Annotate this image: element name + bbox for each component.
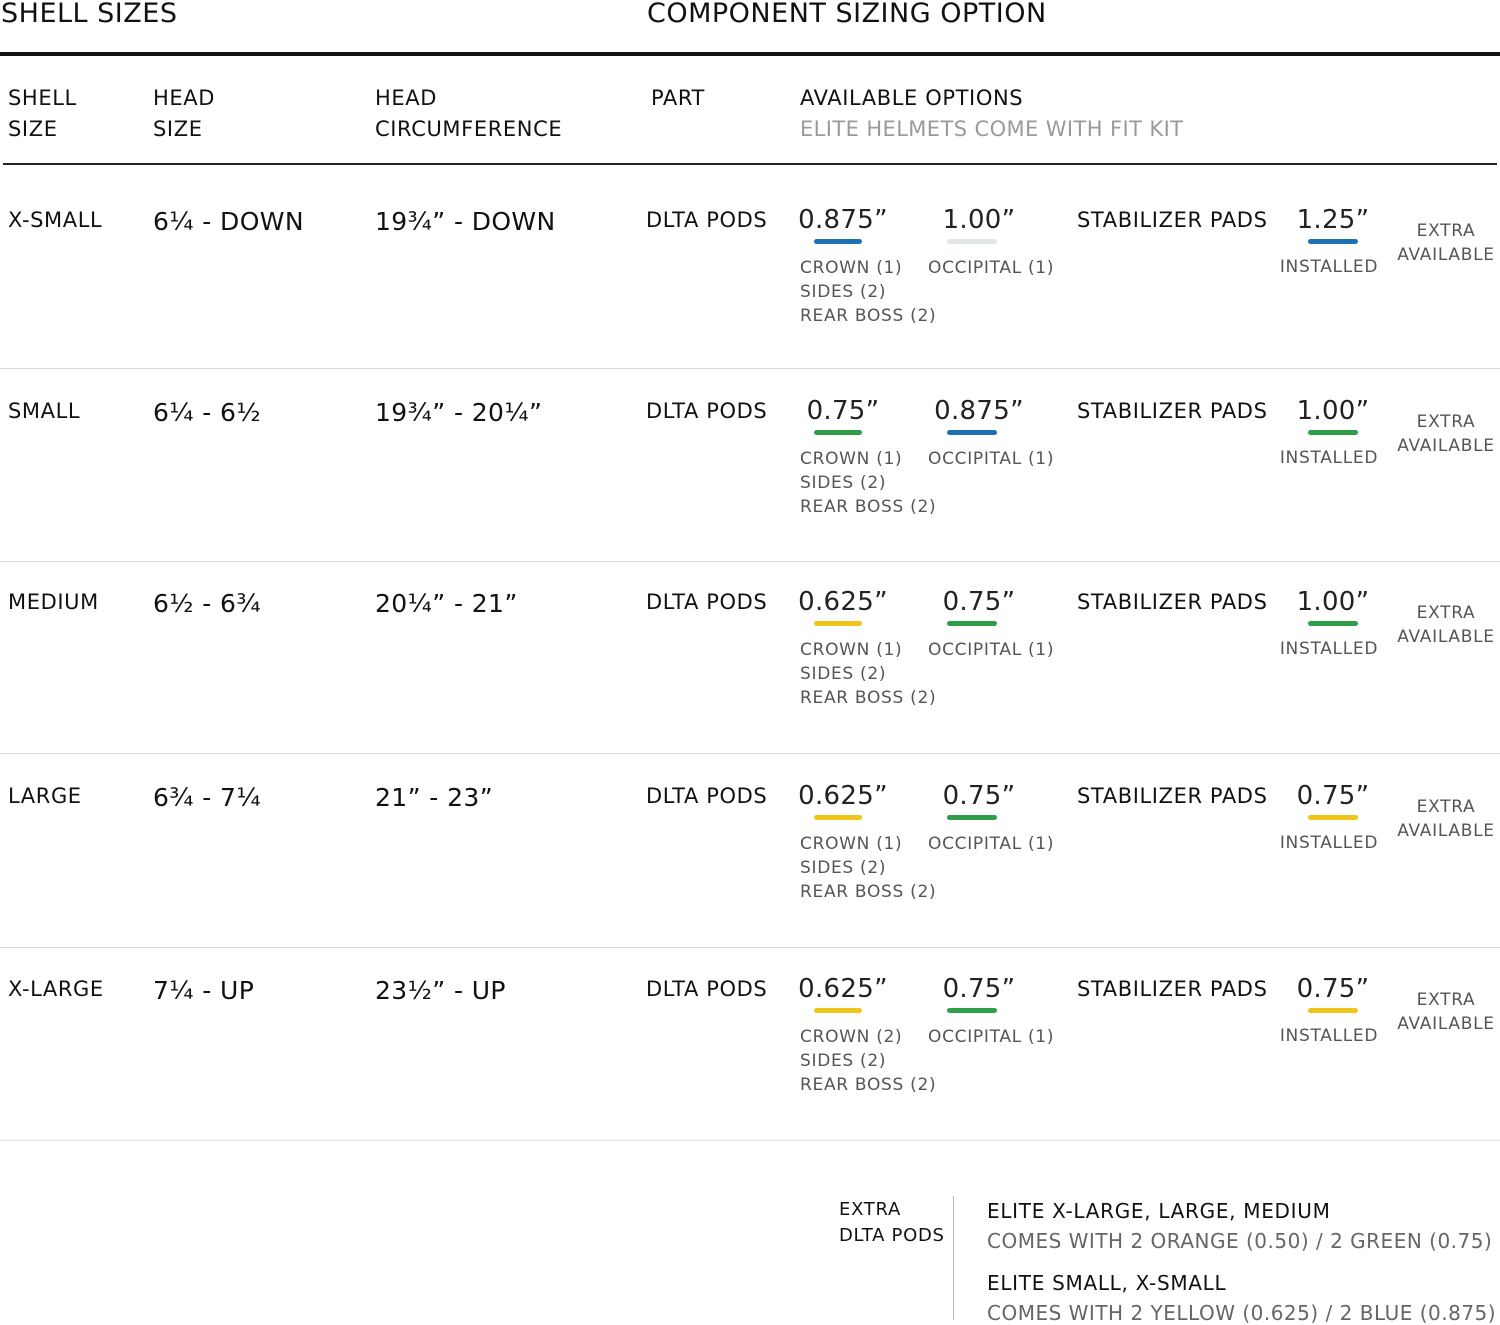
- extra-available-note: EXTRA AVAILABLE: [1397, 603, 1495, 647]
- extra-available-note: EXTRA AVAILABLE: [1397, 990, 1495, 1034]
- pod-location-line: CROWN (2): [800, 1027, 903, 1047]
- head-size-cell: 6¾ - 7¼: [153, 783, 261, 812]
- extra-available-note: EXTRA AVAILABLE: [1397, 412, 1495, 456]
- stabilizer-pads-label: STABILIZER PADS: [1077, 399, 1268, 423]
- col-header-line: SIZE: [8, 117, 58, 141]
- stabilizer-pad-value: 1.00”: [1296, 587, 1370, 617]
- stabilizer-pad-value: 0.75”: [1296, 781, 1370, 811]
- stabilizer-pad-color-bar: [1308, 1008, 1358, 1013]
- shell-size-cell: X-LARGE: [8, 977, 104, 1001]
- pod-option-secondary: 1.00”: [942, 205, 1016, 235]
- pod-location-line: CROWN (1): [800, 834, 903, 854]
- pod-option-secondary: 0.75”: [942, 587, 1016, 617]
- pod-secondary-color-bar: [947, 621, 997, 626]
- col-header-line: HEAD: [375, 86, 437, 110]
- pod-secondary-location: OCCIPITAL (1): [928, 258, 1055, 278]
- part-cell: DLTA PODS: [646, 208, 768, 232]
- col-header-line: HEAD: [153, 86, 215, 110]
- head-size-cell: 6¼ - DOWN: [153, 207, 304, 236]
- fit-kit-note: ELITE HELMETS COME WITH FIT KIT: [800, 117, 1184, 141]
- installed-note: INSTALLED: [1279, 257, 1379, 277]
- pod-location-line: SIDES (2): [800, 858, 887, 878]
- installed-note: INSTALLED: [1279, 448, 1379, 468]
- footer-note-title: ELITE SMALL, X-SMALL: [987, 1271, 1227, 1295]
- stabilizer-pads-label: STABILIZER PADS: [1077, 590, 1268, 614]
- stabilizer-pad-value: 0.75”: [1296, 974, 1370, 1004]
- stabilizer-pad-value: 1.00”: [1296, 396, 1370, 426]
- extra-available-note: EXTRA AVAILABLE: [1397, 221, 1495, 265]
- shell-sizes-heading: SHELL SIZES: [1, 0, 178, 29]
- stabilizer-pads-label: STABILIZER PADS: [1077, 977, 1268, 1001]
- pod-location-line: CROWN (1): [800, 258, 903, 278]
- col-header-available-options: [800, 83, 1183, 145]
- footer-label-line: EXTRA: [839, 1199, 901, 1220]
- part-cell: DLTA PODS: [646, 399, 768, 423]
- row-divider: [0, 947, 1500, 948]
- pod-location-line: SIDES (2): [800, 664, 887, 684]
- footer-label-line: DLTA PODS: [839, 1225, 945, 1246]
- pod-location-line: REAR BOSS (2): [800, 882, 937, 902]
- pod-option-secondary: 0.75”: [942, 974, 1016, 1004]
- col-header-head-circumference: [375, 83, 562, 145]
- pod-secondary-location: OCCIPITAL (1): [928, 449, 1055, 469]
- stabilizer-pad-color-bar: [1308, 239, 1358, 244]
- pod-secondary-color-bar: [947, 239, 997, 244]
- pod-location-line: SIDES (2): [800, 282, 887, 302]
- pod-location-line: SIDES (2): [800, 1051, 887, 1071]
- pod-primary-locations: [800, 447, 936, 519]
- pod-primary-locations: [800, 832, 936, 904]
- pod-location-line: CROWN (1): [800, 640, 903, 660]
- col-header-line: CIRCUMFERENCE: [375, 117, 563, 141]
- stabilizer-pad-color-bar: [1308, 815, 1358, 820]
- pod-primary-locations: [800, 256, 936, 328]
- col-header-line: SHELL: [8, 86, 77, 110]
- pod-primary-color-bar: [814, 430, 862, 435]
- pod-secondary-color-bar: [947, 1008, 997, 1013]
- col-header-line: SIZE: [153, 117, 203, 141]
- pod-primary-locations: [800, 638, 936, 710]
- footer-divider: [953, 1196, 954, 1320]
- installed-note: INSTALLED: [1279, 833, 1379, 853]
- footer-note-title: ELITE X-LARGE, LARGE, MEDIUM: [987, 1199, 1331, 1223]
- pod-location-line: REAR BOSS (2): [800, 497, 937, 517]
- row-divider: [0, 753, 1500, 754]
- pod-primary-color-bar: [814, 815, 862, 820]
- pod-primary-color-bar: [814, 621, 862, 626]
- extra-dlta-pods-label: [839, 1197, 945, 1249]
- pod-primary-color-bar: [814, 239, 862, 244]
- row-divider: [0, 561, 1500, 562]
- heading-divider: [0, 52, 1500, 56]
- pod-option-secondary: 0.75”: [942, 781, 1016, 811]
- col-header-part: PART: [651, 86, 705, 110]
- extra-available-note: EXTRA AVAILABLE: [1397, 797, 1495, 841]
- row-divider: [0, 368, 1500, 369]
- pod-secondary-location: OCCIPITAL (1): [928, 834, 1055, 854]
- head-circumference-cell: 19¾” - 20¼”: [375, 398, 543, 427]
- pod-primary-color-bar: [814, 1008, 862, 1013]
- pod-secondary-location: OCCIPITAL (1): [928, 1027, 1055, 1047]
- component-sizing-heading: COMPONENT SIZING OPTION: [647, 0, 1047, 29]
- part-cell: DLTA PODS: [646, 590, 768, 614]
- pod-option-primary: 0.625”: [798, 781, 888, 811]
- stabilizer-pad-value: 1.25”: [1296, 205, 1370, 235]
- footer-note-desc: COMES WITH 2 YELLOW (0.625) / 2 BLUE (0.875): [987, 1301, 1497, 1325]
- installed-note: INSTALLED: [1279, 1026, 1379, 1046]
- pod-location-line: CROWN (1): [800, 449, 903, 469]
- pod-secondary-color-bar: [947, 430, 997, 435]
- pod-location-line: SIDES (2): [800, 473, 887, 493]
- pod-location-line: REAR BOSS (2): [800, 306, 937, 326]
- stabilizer-pads-label: STABILIZER PADS: [1077, 208, 1268, 232]
- col-header-shell-size: [8, 83, 77, 145]
- shell-size-cell: MEDIUM: [8, 590, 99, 614]
- pod-secondary-color-bar: [947, 815, 997, 820]
- head-circumference-cell: 20¼” - 21”: [375, 589, 518, 618]
- col-header-line: AVAILABLE OPTIONS: [800, 86, 1024, 110]
- head-size-cell: 7¼ - UP: [153, 976, 255, 1005]
- pod-location-line: REAR BOSS (2): [800, 688, 937, 708]
- pod-option-primary: 0.75”: [806, 396, 880, 426]
- head-circumference-cell: 21” - 23”: [375, 783, 494, 812]
- installed-note: INSTALLED: [1279, 639, 1379, 659]
- pod-option-secondary: 0.875”: [934, 396, 1024, 426]
- shell-size-cell: SMALL: [8, 399, 81, 423]
- shell-size-cell: LARGE: [8, 784, 82, 808]
- pod-option-primary: 0.625”: [798, 587, 888, 617]
- head-size-cell: 6¼ - 6½: [153, 398, 261, 427]
- row-divider: [0, 1140, 1500, 1141]
- stabilizer-pads-label: STABILIZER PADS: [1077, 784, 1268, 808]
- pod-secondary-location: OCCIPITAL (1): [928, 640, 1055, 660]
- head-circumference-cell: 19¾” - DOWN: [375, 207, 556, 236]
- head-size-cell: 6½ - 6¾: [153, 589, 261, 618]
- stabilizer-pad-color-bar: [1308, 621, 1358, 626]
- pod-option-primary: 0.625”: [798, 974, 888, 1004]
- shell-size-cell: X-SMALL: [8, 208, 103, 232]
- pod-option-primary: 0.875”: [798, 205, 888, 235]
- pod-primary-locations: [800, 1025, 936, 1097]
- col-header-head-size: [153, 83, 215, 145]
- stabilizer-pad-color-bar: [1308, 430, 1358, 435]
- pod-location-line: REAR BOSS (2): [800, 1075, 937, 1095]
- part-cell: DLTA PODS: [646, 977, 768, 1001]
- head-circumference-cell: 23½” - UP: [375, 976, 506, 1005]
- footer-note-desc: COMES WITH 2 ORANGE (0.50) / 2 GREEN (0.75): [987, 1229, 1493, 1253]
- header-divider: [3, 163, 1497, 165]
- part-cell: DLTA PODS: [646, 784, 768, 808]
